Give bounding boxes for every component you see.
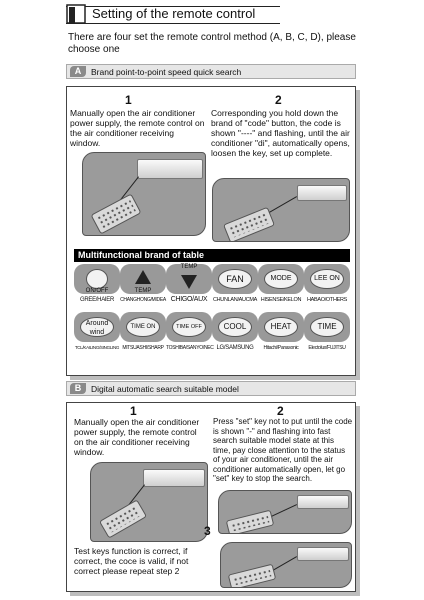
remote-control-image <box>99 499 147 538</box>
button-caption: TEMP <box>180 264 198 270</box>
triangle-down-icon <box>180 273 198 291</box>
intro-text: There are four set the remote control method (A, B, C, D), please choose one <box>68 32 356 55</box>
air-conditioner-image <box>297 547 349 561</box>
section-a-step1-text: Manually open the air conditioner power supply, the remote control on the air conditioner receiving window. <box>70 108 205 148</box>
brand-name: Electolux/FUJITSU <box>308 345 346 351</box>
power-button-icon <box>86 269 108 289</box>
brand-name: CHIGO/AUX <box>170 296 208 303</box>
section-a-step1-number: 1 <box>125 93 132 107</box>
section-b-step3-text: Test keys function is correct, if correct, the coce is valid, if not correct please repeat step 2 <box>74 546 189 576</box>
air-conditioner-image <box>143 469 205 487</box>
brand-name: MITSUASHI/SHARP <box>122 345 164 351</box>
brand-name: GREE/HAIER <box>79 297 114 303</box>
section-a-step2-photo <box>212 178 350 242</box>
brand-button-cell <box>212 264 258 294</box>
time-button: TIME <box>310 317 344 337</box>
brand-table-title: Multifunctional brand of table <box>74 249 350 262</box>
brand-button-cell <box>74 264 120 294</box>
section-a-title: Brand point-to-point speed quick search <box>91 67 242 77</box>
section-a-step2-number: 2 <box>275 93 282 107</box>
brand-button-cell <box>304 264 350 294</box>
cool-button: COOL <box>218 317 252 337</box>
section-b-title: Digital automatic search suitable model <box>91 384 239 394</box>
brand-button-cell <box>258 264 304 294</box>
section-a-badge: A <box>70 66 86 77</box>
button-caption: ON/OFF <box>85 288 109 294</box>
triangle-up-icon <box>134 268 152 286</box>
time-off-button: TIME OFF <box>172 317 206 337</box>
air-conditioner-image <box>297 185 347 201</box>
section-b-step3-marker: 3 <box>204 524 211 538</box>
brand-name: HISENSE/KELON <box>260 297 302 303</box>
brand-name: TOSHIBA/SANYO/NEC <box>166 345 214 351</box>
air-conditioner-image <box>137 159 203 179</box>
lee-on-button: LEE ON <box>310 269 344 289</box>
heat-button: HEAT <box>264 317 298 337</box>
brand-name: CHANGHONG/MIDEA <box>120 297 166 303</box>
button-caption: TEMP <box>134 288 152 294</box>
fan-button: FAN <box>218 269 252 289</box>
time-on-button: TIME ON <box>126 317 160 337</box>
section-b-badge: B <box>70 383 86 394</box>
section-b-step2-number: 2 <box>277 404 284 418</box>
brand-name: TCL/KAILING/SINGLING <box>74 345 120 350</box>
air-conditioner-image <box>297 495 349 509</box>
brand-button-cell <box>212 312 258 342</box>
section-a-step1-photo <box>82 152 206 236</box>
section-b-step1-text: Manually open the air conditioner power supply, the remote control on the air conditioner receiving window. <box>74 417 200 457</box>
section-b-step1-number: 1 <box>130 404 137 418</box>
section-b-step1-photo <box>90 462 208 542</box>
brand-button-cell <box>304 312 350 342</box>
remote-control-image <box>223 207 275 242</box>
brand-button-cell <box>120 312 166 342</box>
section-a-header <box>66 64 356 79</box>
section-b-step2-text: Press "set" key not to put until the code is shown "-" and flashing into fast search suitable model state at this time, pay close attention to the status of your air conditioner, until the air conditioner automatically open, let go "set" key to stop the search. <box>213 417 353 483</box>
remote-control-image <box>228 564 277 588</box>
brand-button-cell <box>166 312 212 342</box>
brand-name: HABAO/OTHERS <box>306 297 348 303</box>
around-wind-button: Around wind <box>80 317 114 337</box>
mode-button: MODE <box>264 269 298 289</box>
brand-button-cell <box>166 264 212 294</box>
section-b-header <box>66 381 356 396</box>
section-b-step3-photo <box>220 542 352 588</box>
brand-name: LG/SAMSUNG <box>216 345 254 351</box>
section-a-step2-text: Corresponding you hold down the brand of "code" button, the code is shown "----" and flashing, until the air conditioner "di", automatically opens, loosen the key, set up complete. <box>211 108 350 158</box>
page-title: Setting of the remote control <box>92 6 256 21</box>
brand-button-cell <box>258 312 304 342</box>
remote-control-image <box>226 510 275 534</box>
section-square-icon <box>66 4 86 24</box>
section-b-step2-photo <box>218 490 352 534</box>
brand-button-cell <box>74 312 120 342</box>
remote-control-image <box>91 193 142 234</box>
brand-button-cell <box>120 264 166 294</box>
brand-name: Hitachi/Panasonic <box>263 345 299 351</box>
brand-name: CHUNLAN/AUCMA <box>212 297 258 303</box>
